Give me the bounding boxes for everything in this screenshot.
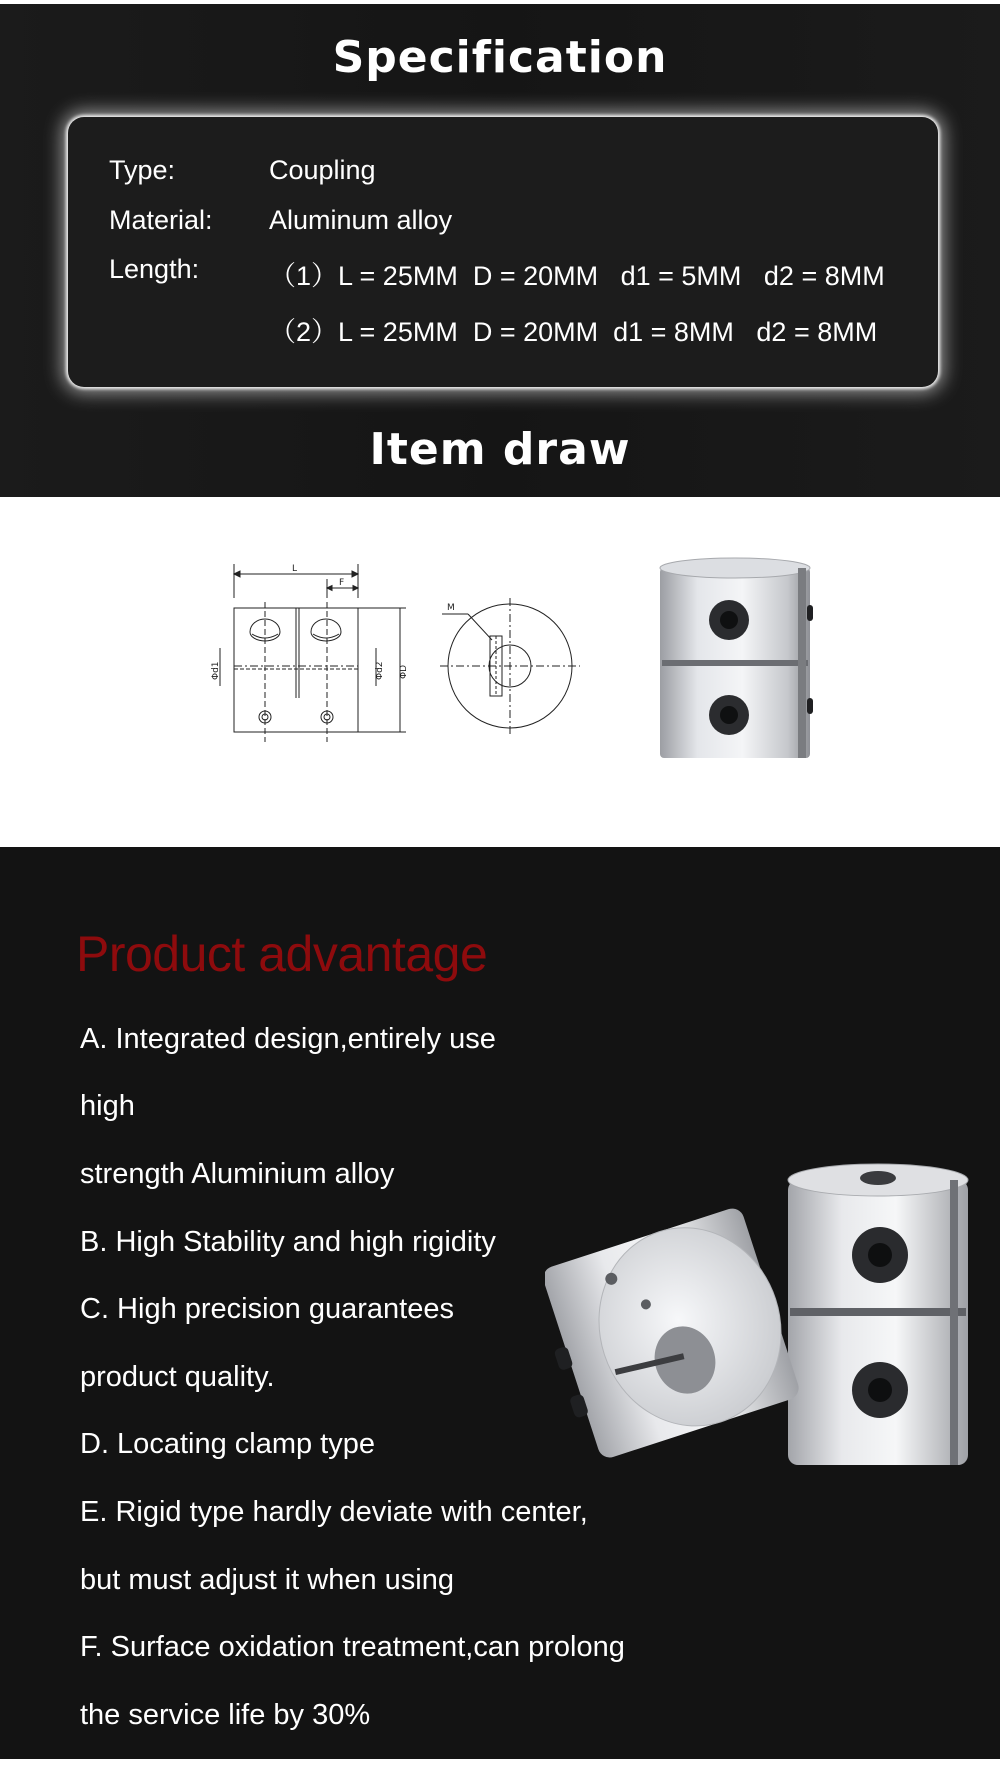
screw-tip [807, 698, 813, 714]
split-gap [798, 568, 806, 758]
spec-value-length-1: （1）L = 25MM D = 20MM d1 = 5MM d2 = 8MM [269, 261, 885, 291]
label-d2: Φd2 [375, 661, 385, 680]
coupling-photo [650, 550, 820, 770]
advantage-line: high [80, 1090, 135, 1122]
spec-value-material: Aluminum alloy [269, 205, 453, 235]
upright-coupling-bore [860, 1171, 896, 1185]
advantage-line: D. Locating clamp type [80, 1428, 375, 1460]
screw-socket [868, 1378, 892, 1402]
leader-m [468, 614, 492, 640]
technical-drawing [210, 562, 630, 747]
advantage-line: product quality. [80, 1361, 275, 1393]
spec-value-type: Coupling [269, 155, 376, 185]
screw-tip [807, 605, 813, 621]
advantage-line: C. High precision guarantees [80, 1293, 454, 1325]
tilted-coupling [545, 1204, 806, 1464]
spec-label-type: Type: [109, 155, 176, 185]
spec-value-length-2: （2）L = 25MM D = 20MM d1 = 8MM d2 = 8MM [269, 317, 878, 347]
label-d1: Φd1 [211, 661, 221, 680]
advantage-line: A. Integrated design,entirely use [80, 1023, 496, 1055]
spec-label-material: Material: [109, 205, 213, 235]
screw-socket [720, 611, 738, 629]
upright-coupling-body [788, 1180, 968, 1465]
item-draw-title: Item draw [369, 424, 631, 475]
advantage-line: the service life by 30% [80, 1699, 371, 1731]
couplings-photo [545, 1160, 985, 1520]
label-d: ΦD [399, 664, 409, 679]
coupling-top-face [660, 558, 810, 578]
clamp-slot [662, 660, 808, 666]
advantage-title: Product advantage [76, 926, 488, 982]
specification-box [68, 117, 938, 387]
screw-socket [868, 1243, 892, 1267]
label-l: L [292, 564, 298, 574]
advantage-line: E. Rigid type hardly deviate with center, [80, 1496, 588, 1528]
screw-socket [720, 706, 738, 724]
upright-clamp-slot [790, 1308, 966, 1316]
label-m: M [447, 603, 455, 613]
upright-split-gap [950, 1180, 958, 1465]
advantage-line: strength Aluminium alloy [80, 1158, 395, 1190]
specification-title: Specification [332, 32, 668, 83]
label-f: F [339, 578, 345, 588]
advantage-line: F. Surface oxidation treatment,can prolong [80, 1631, 625, 1663]
advantage-line: but must adjust it when using [80, 1564, 454, 1596]
advantage-line: B. High Stability and high rigidity [80, 1226, 496, 1258]
spec-label-length: Length: [109, 254, 200, 284]
